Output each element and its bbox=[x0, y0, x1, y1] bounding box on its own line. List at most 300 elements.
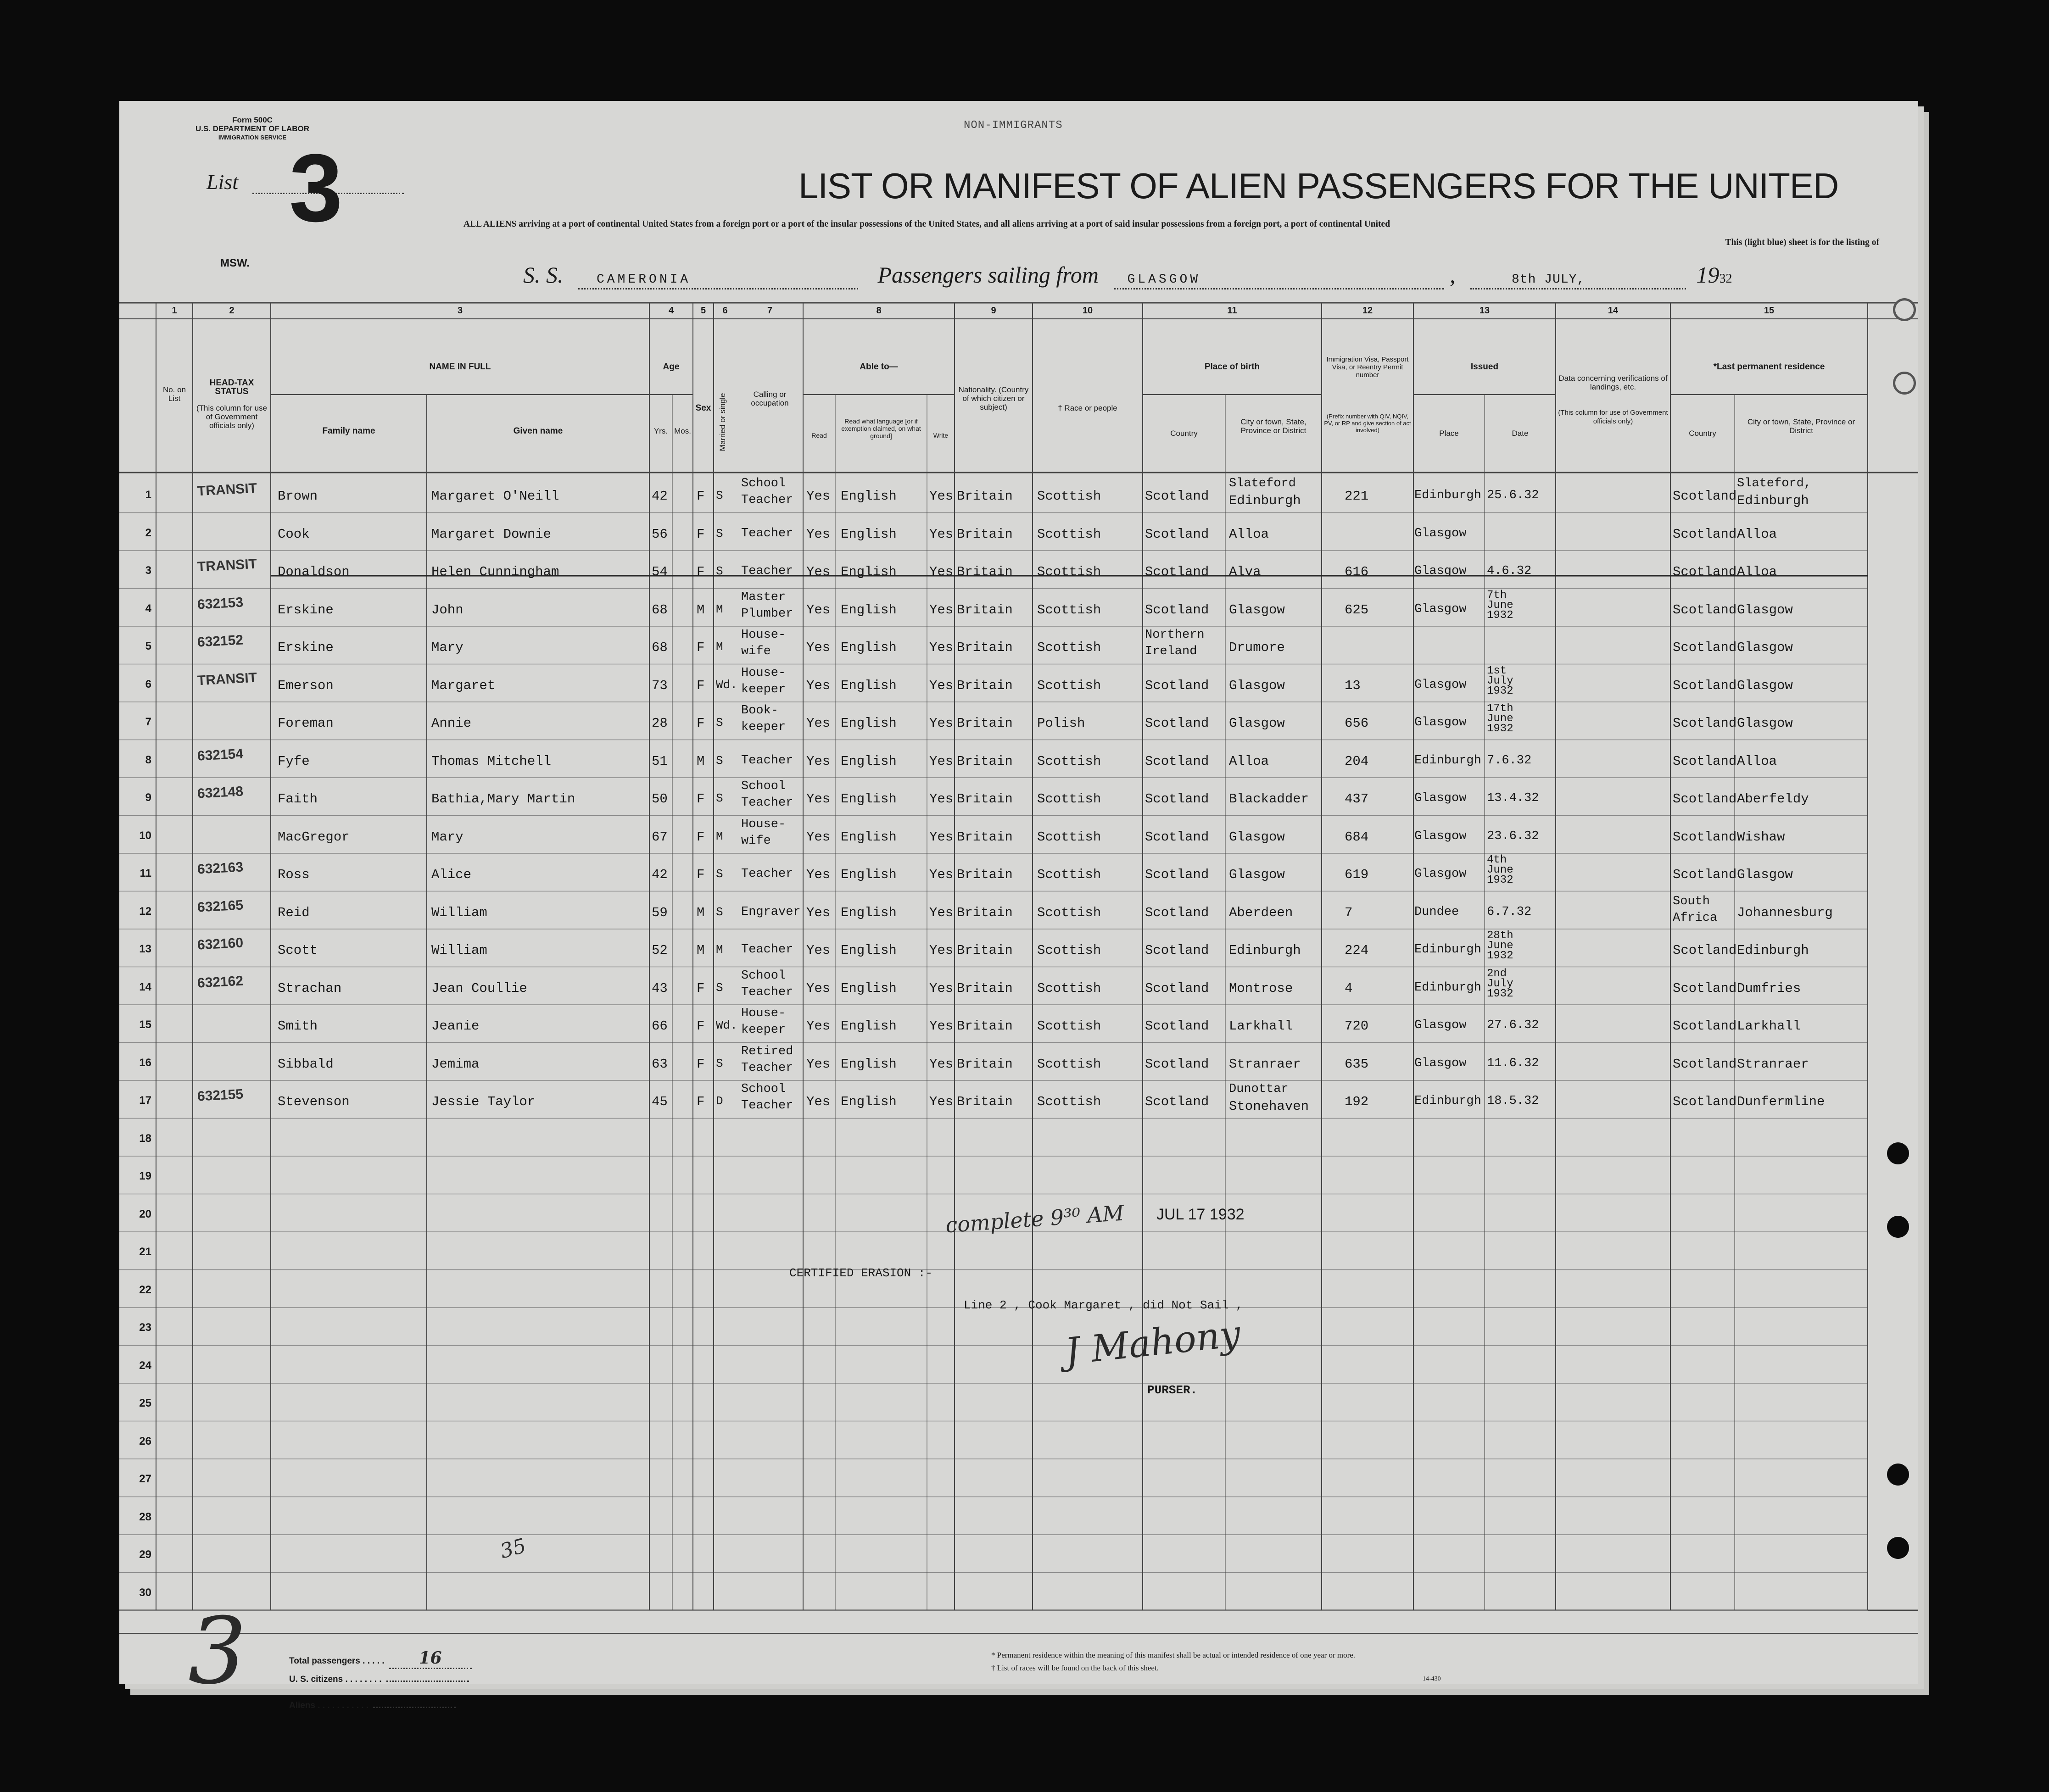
can-read: Yes bbox=[806, 1094, 831, 1109]
visa-number: 616 bbox=[1345, 564, 1369, 579]
occupation-line-1: House- bbox=[741, 817, 786, 831]
hdr-head-tax-note: (This column for use of Government officials only) bbox=[196, 404, 267, 430]
hdr-family-name: Family name bbox=[322, 426, 375, 436]
hdr-given-name: Given name bbox=[513, 426, 563, 436]
age-years: 28 bbox=[652, 716, 668, 731]
birth-city: Alloa bbox=[1229, 753, 1269, 769]
complete-annotation: complete 9³⁰ AM bbox=[944, 1200, 1125, 1238]
us-citizens-field bbox=[386, 1681, 469, 1682]
issued-date: 4.6.32 bbox=[1487, 564, 1532, 578]
issued-place: Glasgow bbox=[1414, 564, 1467, 578]
race: Scottish bbox=[1037, 1094, 1101, 1109]
can-read: Yes bbox=[806, 1018, 831, 1034]
marital-status: S bbox=[716, 489, 723, 502]
col-number-15: 15 bbox=[1764, 306, 1775, 316]
family-name: Faith bbox=[278, 791, 318, 807]
issued-place: Edinburgh bbox=[1414, 1094, 1481, 1108]
sheet-number-mark: 3 bbox=[188, 1598, 247, 1705]
row-number: 1 bbox=[145, 489, 151, 501]
birth-city: Montrose bbox=[1229, 980, 1293, 996]
race: Scottish bbox=[1037, 602, 1101, 618]
occupation-line-1: House- bbox=[741, 1007, 786, 1020]
total-passengers-label: Total passengers . . . . . 16 bbox=[289, 1648, 472, 1669]
nationality: Britain bbox=[957, 602, 1013, 618]
can-read: Yes bbox=[806, 526, 831, 542]
given-name: Jemima bbox=[431, 1056, 480, 1072]
residence-city: Dunfermline bbox=[1737, 1094, 1825, 1109]
aliens-text: Aliens bbox=[289, 1701, 316, 1710]
birth-country: Scotland bbox=[1145, 867, 1209, 882]
can-read: Yes bbox=[806, 716, 831, 731]
visa-number: 13 bbox=[1345, 678, 1361, 693]
race: Scottish bbox=[1037, 1056, 1101, 1072]
can-write: Yes bbox=[929, 1056, 954, 1072]
birth-city: Edinburgh bbox=[1229, 493, 1301, 508]
row-number: 5 bbox=[145, 640, 151, 652]
row-number: 23 bbox=[139, 1321, 151, 1334]
list-label: List bbox=[207, 170, 239, 194]
nationality: Britain bbox=[957, 564, 1013, 579]
can-write: Yes bbox=[929, 678, 954, 693]
occupation-line-2: wife bbox=[741, 645, 771, 658]
issued-place: Edinburgh bbox=[1414, 980, 1481, 995]
marital-status: Wd. bbox=[716, 678, 737, 692]
given-name: Jean Coullie bbox=[431, 980, 527, 996]
col-number-12: 12 bbox=[1362, 306, 1373, 316]
col-number-8: 8 bbox=[876, 306, 882, 316]
nationality: Britain bbox=[957, 791, 1013, 807]
can-write: Yes bbox=[929, 791, 954, 807]
row-number: 14 bbox=[139, 980, 151, 993]
can-write: Yes bbox=[929, 1094, 954, 1109]
race: Scottish bbox=[1037, 980, 1101, 996]
head-tax-status: 632165 bbox=[197, 897, 244, 915]
can-write: Yes bbox=[929, 829, 954, 845]
can-read: Yes bbox=[806, 791, 831, 807]
nationality: Britain bbox=[957, 1056, 1013, 1072]
hdr-yrs: Yrs. bbox=[653, 427, 668, 435]
birth-country: Scotland bbox=[1145, 526, 1209, 542]
row-number: 9 bbox=[145, 791, 151, 804]
occupation-line-1: School bbox=[741, 968, 786, 983]
residence-country: Scotland bbox=[1673, 602, 1737, 618]
col-number-6: 6 bbox=[722, 306, 728, 316]
race: Scottish bbox=[1037, 1018, 1101, 1034]
visa-number: 720 bbox=[1345, 1018, 1369, 1034]
sex: F bbox=[697, 791, 705, 807]
birth-country: Scotland bbox=[1145, 829, 1209, 845]
sex: F bbox=[697, 1056, 705, 1072]
footer-form-code: 14-430 bbox=[1423, 1675, 1441, 1682]
hdr-birth-city: City or town, State, Province or District bbox=[1240, 417, 1306, 435]
head-tax-status: 632153 bbox=[197, 594, 244, 612]
sex: M bbox=[697, 753, 705, 769]
issued-date: 28th June 1932 bbox=[1487, 929, 1513, 962]
sex: F bbox=[697, 489, 705, 504]
given-name: Jeanie bbox=[431, 1018, 480, 1034]
hdr-nationality: Nationality. (Country of which citizen or subject) bbox=[958, 385, 1029, 412]
receipt-stamp-date: JUL 17 1932 bbox=[1156, 1206, 1245, 1223]
manifest-subtext-2: This (light blue) sheet is for the listing of bbox=[1725, 238, 1879, 247]
row-number: 27 bbox=[139, 1473, 151, 1485]
birth-city: Glasgow bbox=[1229, 678, 1285, 693]
msw-label: MSW. bbox=[220, 257, 250, 269]
visa-number: 4 bbox=[1345, 980, 1353, 996]
col-number-7: 7 bbox=[767, 306, 773, 316]
birth-city: Glasgow bbox=[1229, 867, 1285, 882]
hdr-name-in-full: NAME IN FULL bbox=[429, 362, 491, 372]
issued-date: 4th June 1932 bbox=[1487, 854, 1513, 886]
race: Scottish bbox=[1037, 829, 1101, 845]
hdr-race: † Race or people bbox=[1058, 404, 1117, 412]
visa-number: 221 bbox=[1345, 489, 1369, 504]
hdr-visa: Immigration Visa, Passport Visa, or Reentry Permit number bbox=[1326, 356, 1409, 379]
issued-place: Edinburgh bbox=[1414, 943, 1481, 957]
birth-city: Blackadder bbox=[1229, 791, 1309, 807]
hdr-data-note: (This column for use of Government officials only) bbox=[1558, 409, 1668, 425]
purser-label: PURSER. bbox=[1147, 1383, 1198, 1397]
birth-city: Drumore bbox=[1229, 640, 1285, 655]
given-name: Bathia,Mary Martin bbox=[431, 791, 575, 807]
family-name: Sibbald bbox=[278, 1056, 334, 1072]
row-number: 22 bbox=[139, 1283, 151, 1296]
sex: F bbox=[697, 640, 705, 655]
issued-date: 2nd July 1932 bbox=[1487, 967, 1513, 1000]
visa-number: 192 bbox=[1345, 1094, 1369, 1109]
race: Scottish bbox=[1037, 753, 1101, 769]
read-language: English bbox=[841, 791, 897, 807]
read-language: English bbox=[841, 678, 897, 693]
visa-number: 204 bbox=[1345, 753, 1369, 769]
age-years: 42 bbox=[652, 489, 668, 504]
birth-country: Scotland bbox=[1145, 678, 1209, 693]
family-name: Smith bbox=[278, 1018, 318, 1034]
read-language: English bbox=[841, 867, 897, 882]
head-tax-status: 632163 bbox=[197, 859, 244, 877]
given-name: Alice bbox=[431, 867, 472, 882]
nationality: Britain bbox=[957, 943, 1013, 958]
punch-hole bbox=[1887, 1464, 1909, 1486]
birth-city: Glasgow bbox=[1229, 602, 1285, 618]
birth-country-line-2: Ireland bbox=[1145, 645, 1197, 658]
issued-place: Dundee bbox=[1414, 905, 1459, 919]
sailing-label: Passengers sailing from bbox=[877, 262, 1099, 288]
birth-country: Scotland bbox=[1145, 564, 1209, 579]
occupation-line-2: Plumber bbox=[741, 607, 793, 621]
row-number: 11 bbox=[140, 867, 151, 879]
marital-status: S bbox=[716, 564, 723, 578]
issued-place: Glasgow bbox=[1414, 1018, 1467, 1032]
hdr-birth-country: Country bbox=[1170, 429, 1198, 438]
can-read: Yes bbox=[806, 980, 831, 996]
visa-number: 684 bbox=[1345, 829, 1369, 845]
occupation-line-2: Teacher bbox=[741, 753, 793, 768]
residence-country: Scotland bbox=[1673, 791, 1737, 807]
certified-erasion: CERTIFIED ERASION :- bbox=[789, 1266, 933, 1280]
occupation-line-2: Teacher bbox=[741, 564, 793, 578]
visa-number: 625 bbox=[1345, 602, 1369, 618]
can-read: Yes bbox=[806, 564, 831, 579]
birth-country-line-1: Northern bbox=[1145, 628, 1205, 642]
hdr-issued: Issued bbox=[1470, 362, 1499, 372]
given-name: Margaret bbox=[431, 678, 496, 693]
birth-country: Scotland bbox=[1145, 791, 1209, 807]
hdr-read: Read bbox=[811, 432, 827, 439]
occupation-line-2: Teacher bbox=[741, 1061, 793, 1075]
residence-country: Scotland bbox=[1673, 489, 1737, 504]
occupation-line-2: Engraver bbox=[741, 905, 801, 919]
row-number: 7 bbox=[145, 716, 151, 728]
visa-number: 635 bbox=[1345, 1056, 1369, 1072]
occupation-line-1: School bbox=[741, 1082, 786, 1096]
issued-place: Glasgow bbox=[1414, 867, 1467, 881]
residence-city: Stranraer bbox=[1737, 1056, 1809, 1072]
total-passengers-field bbox=[389, 1648, 472, 1669]
sex: F bbox=[697, 716, 705, 731]
marital-status: S bbox=[716, 867, 723, 881]
read-language: English bbox=[841, 980, 897, 996]
col-number-5: 5 bbox=[700, 306, 706, 316]
issued-date: 6.7.32 bbox=[1487, 905, 1532, 919]
residence-country: Scotland bbox=[1673, 1056, 1737, 1072]
residence-country: South Africa bbox=[1673, 894, 1718, 925]
purser-signature: J Mahony bbox=[1063, 1312, 1243, 1373]
birth-country: Scotland bbox=[1145, 980, 1209, 996]
residence-city: Alloa bbox=[1737, 564, 1777, 579]
nationality: Britain bbox=[957, 980, 1013, 996]
can-read: Yes bbox=[806, 1056, 831, 1072]
issued-date: 25.6.32 bbox=[1487, 489, 1539, 502]
age-years: 73 bbox=[652, 678, 668, 693]
birth-city: Glasgow bbox=[1229, 829, 1285, 845]
marital-status: S bbox=[716, 526, 723, 540]
nationality: Britain bbox=[957, 905, 1013, 920]
family-name: Brown bbox=[278, 489, 318, 504]
occupation-line-1: Master bbox=[741, 590, 786, 604]
sex: F bbox=[697, 867, 705, 882]
marital-status: S bbox=[716, 716, 723, 729]
visa-number: 619 bbox=[1345, 867, 1369, 882]
family-name: Ross bbox=[278, 867, 310, 882]
residence-country: Scotland bbox=[1673, 980, 1737, 996]
us-citizens-label: U. S. citizens . . . . . . . . bbox=[289, 1675, 469, 1685]
residence-city: Alloa bbox=[1737, 526, 1777, 542]
row-number: 17 bbox=[139, 1094, 151, 1107]
marital-status: S bbox=[716, 1056, 723, 1070]
read-language: English bbox=[841, 1056, 897, 1072]
can-read: Yes bbox=[806, 943, 831, 958]
age-years: 59 bbox=[652, 905, 668, 920]
row-number: 10 bbox=[139, 829, 151, 842]
total-passengers-value: 16 bbox=[419, 1648, 442, 1668]
hdr-no-on-list: No. on List bbox=[162, 385, 186, 403]
residence-country: Scotland bbox=[1673, 753, 1737, 769]
birth-city: Edinburgh bbox=[1229, 943, 1301, 958]
hdr-head-tax: HEAD-TAX STATUS bbox=[209, 378, 254, 396]
age-years: 54 bbox=[652, 564, 668, 579]
age-years: 50 bbox=[652, 791, 668, 807]
manifest-sheet bbox=[119, 101, 1918, 1710]
visa-number: 656 bbox=[1345, 716, 1369, 731]
issued-place: Glasgow bbox=[1414, 791, 1467, 805]
family-name: Emerson bbox=[278, 678, 334, 693]
residence-country: Scotland bbox=[1673, 564, 1737, 579]
birth-country: Scotland bbox=[1145, 489, 1209, 504]
occupation-line-2: Teacher bbox=[741, 985, 793, 999]
sex: M bbox=[697, 602, 705, 618]
birth-country: Scotland bbox=[1145, 1094, 1209, 1109]
row-number: 6 bbox=[145, 678, 151, 690]
binder-ring bbox=[1893, 372, 1916, 395]
footnote-residence: * Permanent residence within the meaning of this manifest shall be actual or intended residence of one year or more. bbox=[991, 1651, 1356, 1659]
residence-country: Scotland bbox=[1673, 867, 1737, 882]
can-read: Yes bbox=[806, 602, 831, 618]
occupation-line-1: Retired bbox=[741, 1044, 793, 1058]
age-years: 42 bbox=[652, 867, 668, 882]
issued-place: Glasgow bbox=[1414, 526, 1467, 540]
head-tax-status: 632148 bbox=[197, 784, 244, 801]
birth-city: Stonehaven bbox=[1229, 1099, 1309, 1114]
race: Scottish bbox=[1037, 867, 1101, 882]
age-years: 43 bbox=[652, 980, 668, 996]
hdr-age: Age bbox=[663, 362, 680, 372]
can-write: Yes bbox=[929, 980, 954, 996]
occupation-line-1: Book- bbox=[741, 704, 779, 718]
residence-country: Scotland bbox=[1673, 678, 1737, 693]
sex: F bbox=[697, 678, 705, 693]
can-write: Yes bbox=[929, 716, 954, 731]
given-name: William bbox=[431, 905, 487, 920]
row-number: 15 bbox=[139, 1018, 151, 1031]
can-write: Yes bbox=[929, 640, 954, 655]
row-number: 30 bbox=[139, 1586, 151, 1599]
residence-city: Glasgow bbox=[1737, 716, 1793, 731]
nationality: Britain bbox=[957, 716, 1013, 731]
issued-date: 23.6.32 bbox=[1487, 829, 1539, 843]
occupation-line-2: Teacher bbox=[741, 493, 793, 507]
issued-place: Glasgow bbox=[1414, 829, 1467, 843]
col-number-14: 14 bbox=[1608, 306, 1619, 316]
sex: F bbox=[697, 829, 705, 845]
erasion-line: Line 2 , Cook Margaret , did Not Sail , bbox=[964, 1298, 1243, 1312]
row-number: 21 bbox=[139, 1246, 151, 1258]
marital-status: M bbox=[716, 943, 723, 957]
family-name: MacGregor bbox=[278, 829, 350, 845]
col-number-11: 11 bbox=[1227, 306, 1237, 316]
punch-hole bbox=[1887, 1216, 1909, 1238]
row-number: 29 bbox=[139, 1548, 151, 1561]
issued-date: 7.6.32 bbox=[1487, 753, 1532, 768]
family-name: Reid bbox=[278, 905, 310, 920]
visa-number: 7 bbox=[1345, 905, 1353, 920]
issued-date: 18.5.32 bbox=[1487, 1094, 1539, 1108]
read-language: English bbox=[841, 716, 897, 731]
birth-city: Stranraer bbox=[1229, 1056, 1301, 1072]
given-name: William bbox=[431, 943, 487, 958]
birth-country: Scotland bbox=[1145, 1018, 1209, 1034]
occupation-line-2: wife bbox=[741, 834, 771, 848]
marital-status: Wd. bbox=[716, 1018, 737, 1032]
footnote-races: † List of races will be found on the back of this sheet. bbox=[991, 1664, 1159, 1672]
row-number: 19 bbox=[139, 1170, 151, 1182]
issued-date: 13.4.32 bbox=[1487, 791, 1539, 805]
nationality: Britain bbox=[957, 640, 1013, 655]
birth-city: Alloa bbox=[1229, 526, 1269, 542]
hdr-married: Married or single bbox=[718, 393, 727, 451]
nationality: Britain bbox=[957, 526, 1013, 542]
given-name: John bbox=[431, 602, 463, 618]
birth-city: Alva bbox=[1229, 564, 1261, 579]
residence-city: Glasgow bbox=[1737, 640, 1793, 655]
marital-status: S bbox=[716, 905, 723, 919]
hdr-read-language: Read what language [or if exemption claimed, on what ground] bbox=[841, 417, 921, 440]
can-read: Yes bbox=[806, 753, 831, 769]
punch-hole bbox=[1887, 1537, 1909, 1559]
read-language: English bbox=[841, 905, 897, 920]
binder-ring bbox=[1893, 298, 1916, 321]
hdr-sex: Sex bbox=[695, 403, 711, 413]
occupation-line-1: School bbox=[741, 779, 786, 793]
occupation-line-1: House- bbox=[741, 666, 786, 680]
race: Scottish bbox=[1037, 640, 1101, 655]
row-number: 28 bbox=[139, 1510, 151, 1523]
can-write: Yes bbox=[929, 867, 954, 882]
read-language: English bbox=[841, 753, 897, 769]
read-language: English bbox=[841, 489, 897, 504]
ship-name: CAMERONIA bbox=[597, 273, 691, 287]
manifest-subtext-1: ALL ALIENS arriving at a port of continental United States from a foreign port or a port of the insular possessions of the United States, and all aliens arriving at a port of said insular possessions from a foreign port, a port of continental United bbox=[463, 219, 1390, 229]
manifest-grid bbox=[119, 101, 1918, 1684]
given-name: Margaret O'Neill bbox=[431, 489, 559, 504]
can-read: Yes bbox=[806, 867, 831, 882]
sex: F bbox=[697, 980, 705, 996]
occupation-line-2: Teacher bbox=[741, 526, 793, 540]
nationality: Britain bbox=[957, 829, 1013, 845]
head-tax-status: TRANSIT bbox=[197, 556, 257, 575]
hdr-res-city: City or town, State, Province or District bbox=[1747, 417, 1855, 435]
marital-status: M bbox=[716, 602, 723, 616]
residence-country: Scotland bbox=[1673, 640, 1737, 655]
birth-city-line-1: Dunottar bbox=[1229, 1082, 1289, 1096]
marital-status: M bbox=[716, 829, 723, 843]
can-write: Yes bbox=[929, 602, 954, 618]
residence-city: Glasgow bbox=[1737, 867, 1793, 882]
aliens-label: Aliens . . . . . . . . . . . bbox=[289, 1701, 456, 1711]
can-read: Yes bbox=[806, 640, 831, 655]
occupation-line-2: keeper bbox=[741, 682, 786, 696]
race: Scottish bbox=[1037, 791, 1101, 807]
residence-city: Edinburgh bbox=[1737, 493, 1809, 508]
col-number-10: 10 bbox=[1082, 306, 1093, 316]
issued-place: Edinburgh bbox=[1414, 753, 1481, 768]
sailing-date: 8th JULY, bbox=[1512, 273, 1586, 287]
read-language: English bbox=[841, 526, 897, 542]
sex: M bbox=[697, 943, 705, 958]
marital-status: S bbox=[716, 791, 723, 805]
age-years: 51 bbox=[652, 753, 668, 769]
can-write: Yes bbox=[929, 753, 954, 769]
birth-country: Scotland bbox=[1145, 943, 1209, 958]
issued-date: 11.6.32 bbox=[1487, 1056, 1539, 1070]
issued-date: 17th June 1932 bbox=[1487, 702, 1513, 735]
residence-city: Edinburgh bbox=[1737, 943, 1809, 958]
nationality: Britain bbox=[957, 1094, 1013, 1109]
head-tax-status: TRANSIT bbox=[197, 670, 257, 688]
residence-city: Wishaw bbox=[1737, 829, 1785, 845]
residence-city: Dumfries bbox=[1737, 980, 1801, 996]
department-name: U.S. DEPARTMENT OF LABOR bbox=[195, 124, 310, 133]
punch-hole bbox=[1887, 1142, 1909, 1164]
